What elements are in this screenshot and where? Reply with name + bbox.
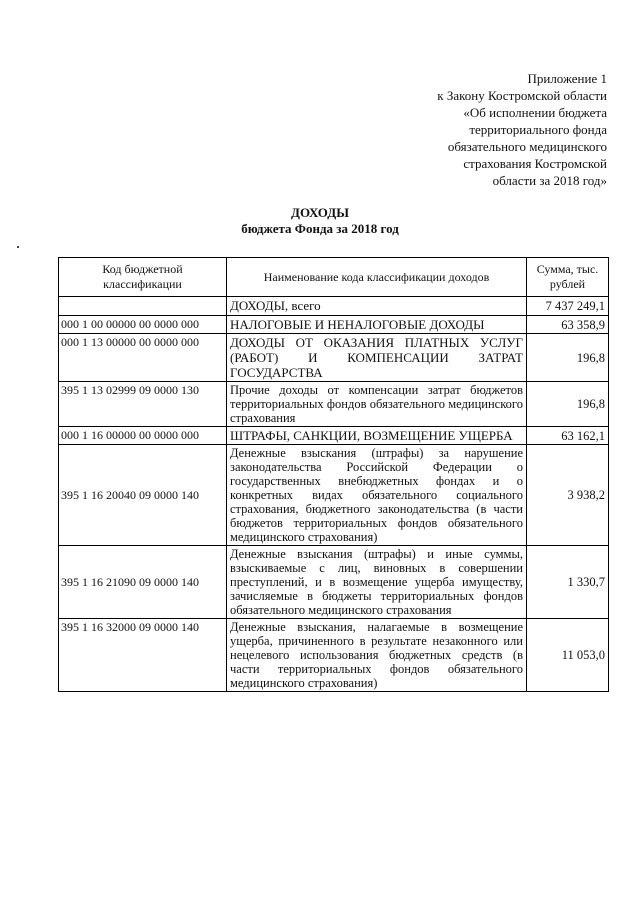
- row-sum: 7 437 249,1: [527, 297, 609, 316]
- header-code: Код бюджетной классификации: [59, 258, 227, 297]
- table-row: [59, 427, 609, 445]
- scan-speck: [17, 246, 19, 248]
- row-name: Денежные взыскания, налагаемые в возмещение ущерба, причиненного в результате незаконного или нецелевого использования бюджетных средств (в части территориальных фондов обязательного медицинского страхования): [227, 619, 527, 692]
- row-name: ШТРАФЫ, САНКЦИИ, ВОЗМЕЩЕНИЕ УЩЕРБА: [227, 427, 527, 445]
- table-row: [59, 382, 609, 427]
- row-code: 000 1 00 00000 00 0000 000: [59, 316, 227, 334]
- row-name: Денежные взыскания (штрафы) и иные суммы, взыскиваемые с лиц, виновных в совершении преступлений, и в возмещение ущерба имуществу, зачисляемые в бюджеты территориальных фондов обязательного медицинского страхования: [227, 546, 527, 619]
- header-sum: Сумма, тыс. рублей: [527, 258, 609, 297]
- row-code: [59, 297, 227, 316]
- row-sum: 63 162,1: [527, 427, 609, 445]
- row-sum: 196,8: [527, 334, 609, 382]
- row-sum: 196,8: [527, 382, 609, 427]
- table-row: [59, 619, 609, 692]
- revenue-table: [58, 257, 609, 692]
- row-code: 000 1 13 00000 00 0000 000: [59, 334, 227, 382]
- row-sum: 11 053,0: [527, 619, 609, 692]
- header-name: Наименование кода классификации доходов: [227, 258, 527, 297]
- row-code: 000 1 16 00000 00 0000 000: [59, 427, 227, 445]
- row-code: 395 1 13 02999 09 0000 130: [59, 382, 227, 427]
- row-sum: 63 358,9: [527, 316, 609, 334]
- row-name: Денежные взыскания (штрафы) за нарушение законодательства Российской Федерации о государственных внебюджетных фондах и о конкретных видах обязательного социального страхования, бюджетного законодательства (в части бюджетов территориальных фондов обязательного медицинского страхования): [227, 445, 527, 546]
- document-title: [0, 205, 640, 237]
- table-header-row: [59, 258, 609, 297]
- row-name: Прочие доходы от компенсации затрат бюджетов территориальных фондов обязательного медицинского страхования: [227, 382, 527, 427]
- appendix-line: обязательного медицинского: [447, 139, 607, 154]
- table-row: [59, 445, 609, 546]
- row-name: НАЛОГОВЫЕ И НЕНАЛОГОВЫЕ ДОХОДЫ: [227, 316, 527, 334]
- row-name: ДОХОДЫ ОТ ОКАЗАНИЯ ПЛАТНЫХ УСЛУГ (РАБОТ) И КОМПЕНСАЦИИ ЗАТРАТ ГОСУДАРСТВА: [227, 334, 527, 382]
- row-code: 395 1 16 21090 09 0000 140: [59, 546, 227, 619]
- row-sum: 1 330,7: [527, 546, 609, 619]
- table-row: [59, 316, 609, 334]
- row-name: ДОХОДЫ, всего: [227, 297, 527, 316]
- appendix-line: Приложение 1: [527, 71, 607, 86]
- row-sum: 3 938,2: [527, 445, 609, 546]
- appendix-line: страхования Костромской: [463, 156, 607, 171]
- table-row: [59, 546, 609, 619]
- row-code: 395 1 16 32000 09 0000 140: [59, 619, 227, 692]
- table-row: [59, 334, 609, 382]
- title-line-1: ДОХОДЫ: [291, 205, 349, 220]
- appendix-line: территориального фонда: [469, 122, 607, 137]
- title-line-2: бюджета Фонда за 2018 год: [241, 221, 399, 236]
- appendix-header: [367, 70, 607, 189]
- table-row: [59, 297, 609, 316]
- appendix-line: к Закону Костромской области: [437, 88, 607, 103]
- appendix-line: области за 2018 год»: [492, 173, 607, 188]
- row-code: 395 1 16 20040 09 0000 140: [59, 445, 227, 546]
- appendix-line: «Об исполнении бюджета: [463, 105, 607, 120]
